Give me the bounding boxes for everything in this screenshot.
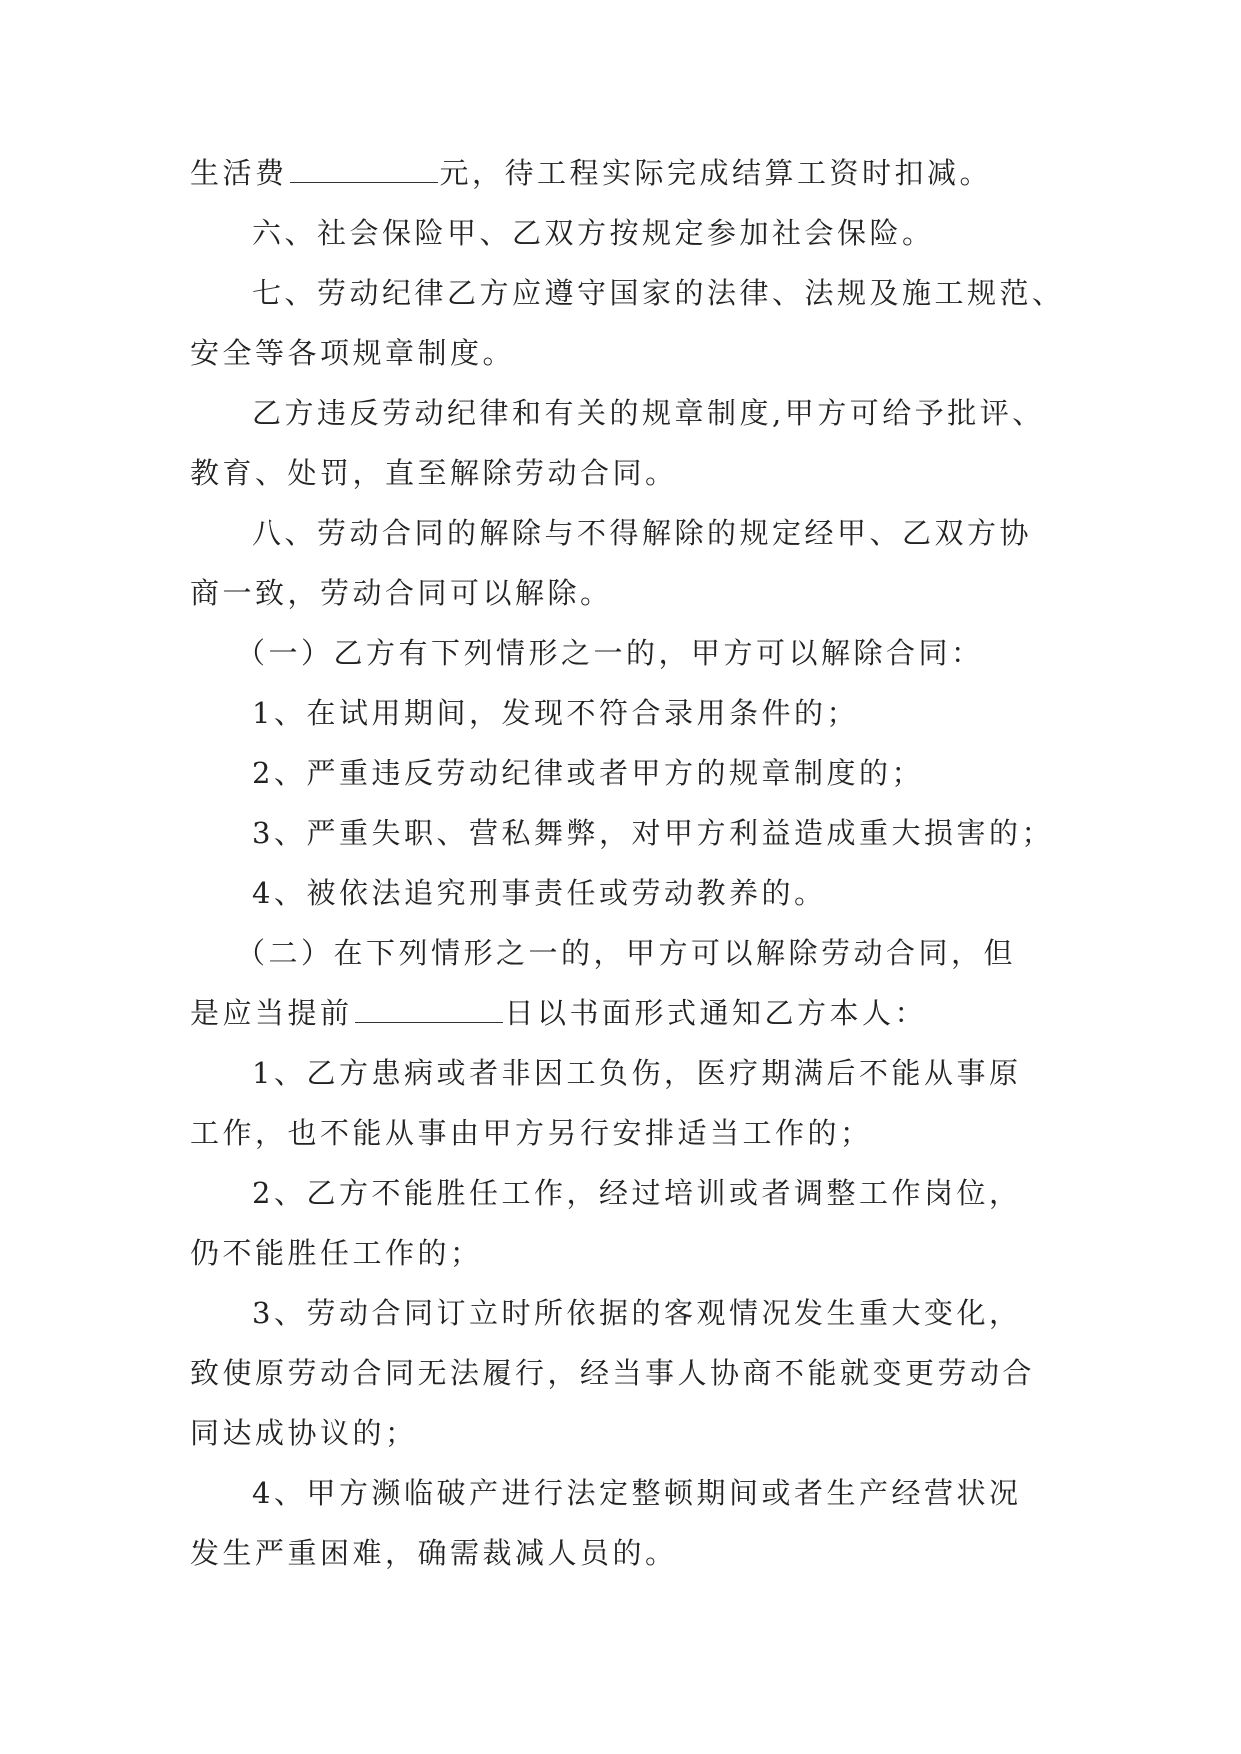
- paragraph-line: 商一致，劳动合同可以解除。: [190, 576, 613, 610]
- paragraph-line: 仍不能胜任工作的；: [190, 1236, 483, 1270]
- paragraph-line: （二）在下列情形之一的，甲方可以解除劳动合同，但: [236, 936, 1017, 970]
- paragraph-line: 致使原劳动合同无法履行，经当事人协商不能就变更劳动合: [190, 1356, 1036, 1390]
- paragraph-line: 发生严重困难，确需裁减人员的。: [190, 1536, 678, 1570]
- paragraph-line: 安全等各项规章制度。: [190, 336, 516, 370]
- list-item: 3、劳动合同订立时所依据的客观情况发生重大变化，: [252, 1296, 1022, 1330]
- line-text: 元，待工程实际完成结算工资时扣减。: [439, 156, 993, 190]
- paragraph-line: （一）乙方有下列情形之一的，甲方可以解除合同：: [236, 636, 984, 670]
- fill-in-blank-notice-days: [355, 996, 503, 1023]
- paragraph-line: 同达成协议的；: [190, 1416, 418, 1450]
- paragraph-line: 八、劳动合同的解除与不得解除的规定经甲、乙双方协: [252, 516, 1033, 550]
- line-text: 日以书面形式通知乙方本人：: [504, 996, 928, 1030]
- paragraph-line: 七、劳动纪律乙方应遵守国家的法律、法规及施工规范、: [252, 276, 1065, 310]
- list-item: 4、被依法追究刑事责任或劳动教养的。: [252, 876, 827, 910]
- line-text: 生活费: [190, 156, 288, 190]
- paragraph-line: 六、社会保险甲、乙双方按规定参加社会保险。: [252, 216, 935, 250]
- line-text: 是应当提前: [190, 996, 353, 1030]
- document-body: [190, 155, 1065, 1595]
- paragraph-line: 教育、处罚，直至解除劳动合同。: [190, 456, 678, 490]
- list-item: 4、甲方濒临破产进行法定整顿期间或者生产经营状况: [252, 1476, 1022, 1510]
- list-item: 1、在试用期间，发现不符合录用条件的；: [252, 696, 859, 730]
- list-item: 3、严重失职、营私舞弊，对甲方利益造成重大损害的；: [252, 816, 1054, 850]
- paragraph-line: 工作，也不能从事由甲方另行安排适当工作的；: [190, 1116, 873, 1150]
- paragraph-line: [190, 155, 1060, 192]
- paragraph-line: [190, 995, 1060, 1032]
- fill-in-blank-living-expense: [290, 156, 438, 183]
- list-item: 1、乙方患病或者非因工负伤，医疗期满后不能从事原: [252, 1056, 1022, 1090]
- list-item: 2、严重违反劳动纪律或者甲方的规章制度的；: [252, 756, 924, 790]
- list-item: 2、乙方不能胜任工作，经过培训或者调整工作岗位，: [252, 1176, 1022, 1210]
- paragraph-line: 乙方违反劳动纪律和有关的规章制度,甲方可给予批评、: [252, 396, 1045, 430]
